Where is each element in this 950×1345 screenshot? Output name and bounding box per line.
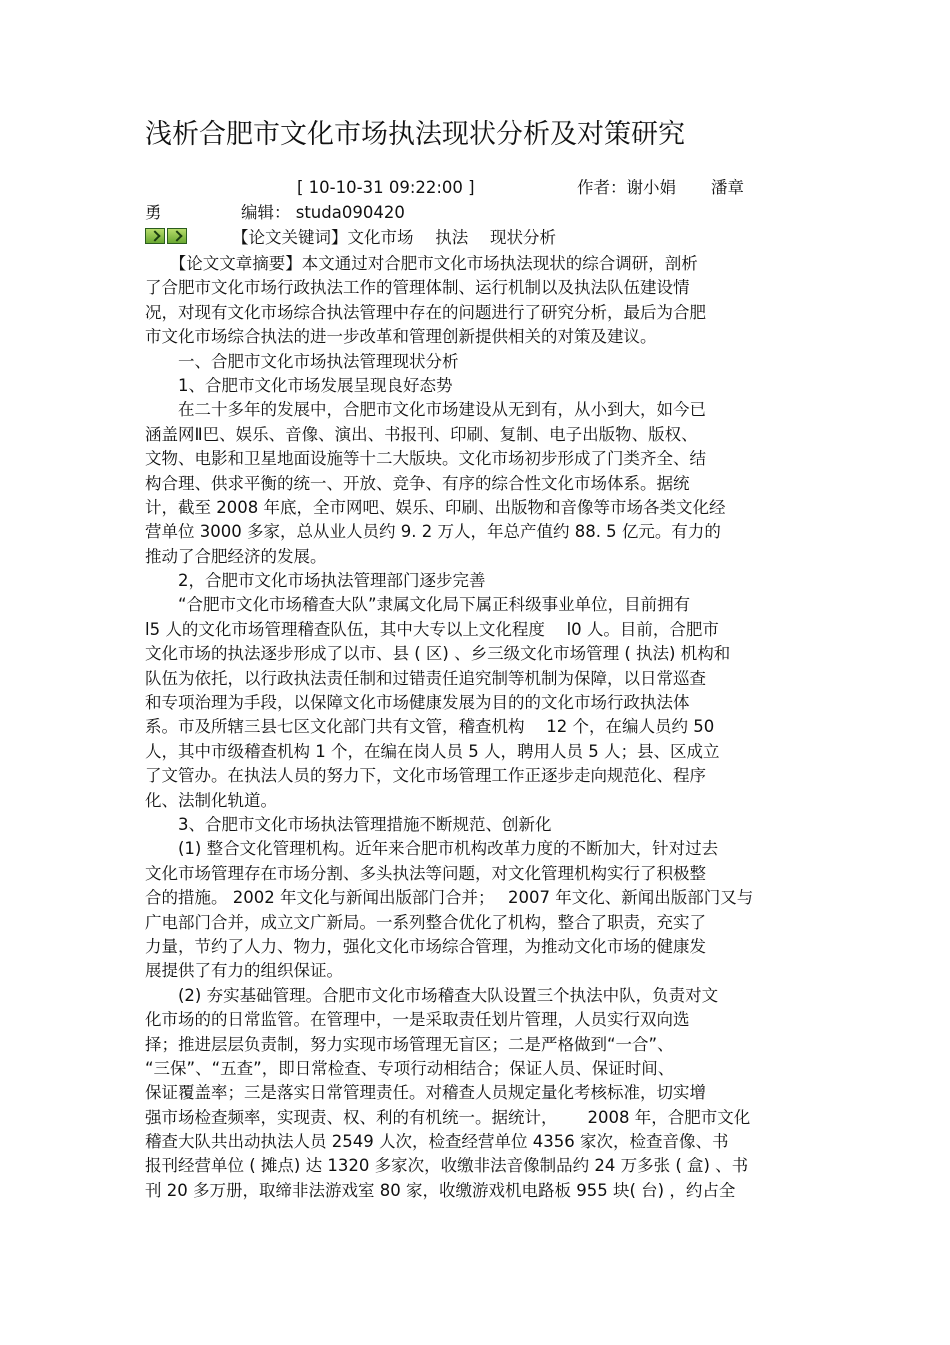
body-line: “三保”、“五查”，即日常检查、专项行动相结合；保证人员、保证时间、 [145, 1058, 675, 1078]
body-line: 了合肥市文化市场行政执法工作的管理体制、运行机制以及执法队伍建设情 [145, 278, 690, 298]
body-line: 况，对现有文化市场综合执法管理中存在的问题进行了研究分析，最后为合肥 [145, 302, 706, 322]
body-line: 营单位 3000 多家，总从业人员约 9. 2 万人，年总产值约 88. 5 亿元。有力的 [145, 522, 721, 542]
article-title: 浅析合肥市文化市场执法现状分析及对策研究 [145, 119, 685, 150]
body-line: 涵盖网Ⅱ巴、娱乐、音像、演出、书报刊、印刷、复制、电子出版物、版权、 [145, 424, 698, 444]
prev-arrow-icon[interactable] [145, 228, 165, 244]
body-line: 系。市及所辖三县七区文化部门共有文管，稽查机构 12 个，在编人员约 50 [145, 717, 715, 737]
article-author-cont: 潘章 [711, 178, 744, 197]
body-line: 广电部门合并，成立文广新局。一系列整合优化了机构，整合了职责，充实了 [145, 912, 706, 932]
body-line: 展提供了有力的组织保证。 [145, 961, 343, 981]
body-line: 【论文文章摘要】本文通过对合肥市文化市场执法现状的综合调研，剖析 [145, 254, 698, 273]
body-line: 2，合肥市文化市场执法管理部门逐步完善 [145, 571, 486, 591]
body-line: 择；推进层层负责制，努力实现市场管理无盲区；二是严格做到“一合”、 [145, 1034, 674, 1054]
body-line: (2) 夯实基础管理。合肥市文化市场稽查大队设置三个执法中队，负责对文 [145, 985, 719, 1005]
body-line: 文化市场管理存在市场分割、多头执法等问题，对文化管理机构实行了积极整 [145, 863, 706, 883]
body-line: 刊 20 多万册，取缔非法游戏室 80 家，收缴游戏机电路板 955 块( 台) ，约占全 [145, 1180, 736, 1200]
body-line: 报刊经营单位 ( 摊点) 达 1320 多家次，收缴非法音像制品约 24 万多张 ( 盒) 、书 [145, 1156, 749, 1176]
body-line: 合的措施。 2002 年文化与新闻出版部门合并； 2007 年文化、新闻出版部门又与 [145, 888, 754, 908]
body-line: 文化市场的执法逐步形成了以市、县 ( 区) 、乡三级文化市场管理 ( 执法) 机构和 [145, 644, 731, 664]
article-timestamp: [ 10-10-31 09:22:00 ] [297, 178, 475, 197]
body-line: 推动了合肥经济的发展。 [145, 546, 327, 566]
body-line: 3、合肥市文化市场执法管理措施不断规范、创新化 [145, 814, 552, 834]
next-arrow-icon[interactable] [167, 228, 187, 244]
body-line: “合肥市文化市场稽查大队”隶属文化局下属正科级事业单位，目前拥有 [145, 595, 691, 615]
body-line: 化、法制化轨道。 [145, 790, 277, 810]
article-body [145, 252, 795, 1203]
body-line: 力量，节约了人力、物力，强化文化市场综合管理，为推动文化市场的健康发 [145, 936, 706, 956]
body-line: 和专项治理为手段，以保障文化市场健康发展为目的的文化市场行政执法体 [145, 693, 690, 713]
body-line: 1、合肥市文化市场发展呈现良好态势 [145, 375, 453, 395]
body-line: 一、合肥市文化市场执法管理现状分析 [145, 351, 459, 371]
article-editor: 编辑： studa090420 [241, 203, 405, 222]
article-keywords: 【论文关键词】文化市场 执法 现状分析 [232, 228, 556, 247]
body-line: 保证覆盖率；三是落实日常管理责任。对稽查人员规定量化考核标准，切实增 [145, 1083, 706, 1103]
article-author: 作者：谢小娟 [577, 178, 676, 197]
body-line: 市文化市场综合执法的进一步改革和管理创新提供相关的对策及建议。 [145, 327, 657, 347]
body-line: 了文管办。在执法人员的努力下，文化市场管理工作正逐步走向规范化、程序 [145, 766, 706, 786]
body-line: 强市场检查频率，实现责、权、利的有机统一。据统计， 2008 年，合肥市文化 [145, 1107, 751, 1127]
body-line: 文物、电影和卫星地面设施等十二大版块。文化市场初步形成了门类齐全、结 [145, 449, 706, 469]
body-line: 计，截至 2008 年底，全市网吧、娱乐、印刷、出版物和音像等市场各类文化经 [145, 497, 726, 517]
body-line: (1) 整合文化管理机构。近年来合肥市机构改革力度的不断加大，针对过去 [145, 839, 719, 859]
nav-icons [145, 228, 187, 246]
body-line: 稽查大队共出动执法人员 2549 人次，检查经营单位 4356 家次，检查音像、书 [145, 1132, 729, 1152]
body-line: 人，其中市级稽查机构 1 个，在编在岗人员 5 人，聘用人员 5 人；县、区成立 [145, 741, 720, 761]
article-author-end: 勇 [145, 203, 162, 222]
body-line: 化市场的的日常监管。在管理中，一是采取责任划片管理，人员实行双向选 [145, 1010, 690, 1030]
body-line: 在二十多年的发展中，合肥市文化市场建设从无到有，从小到大，如今已 [145, 400, 706, 420]
body-line: 队伍为依托，以行政执法责任制和过错责任追究制等机制为保障，以日常巡查 [145, 668, 706, 688]
body-line: l5 人的文化市场管理稽查队伍，其中大专以上文化程度 l0 人。目前，合肥市 [145, 619, 719, 639]
body-line: 构合理、供求平衡的统一、开放、竞争、有序的综合性文化市场体系。据统 [145, 473, 690, 493]
